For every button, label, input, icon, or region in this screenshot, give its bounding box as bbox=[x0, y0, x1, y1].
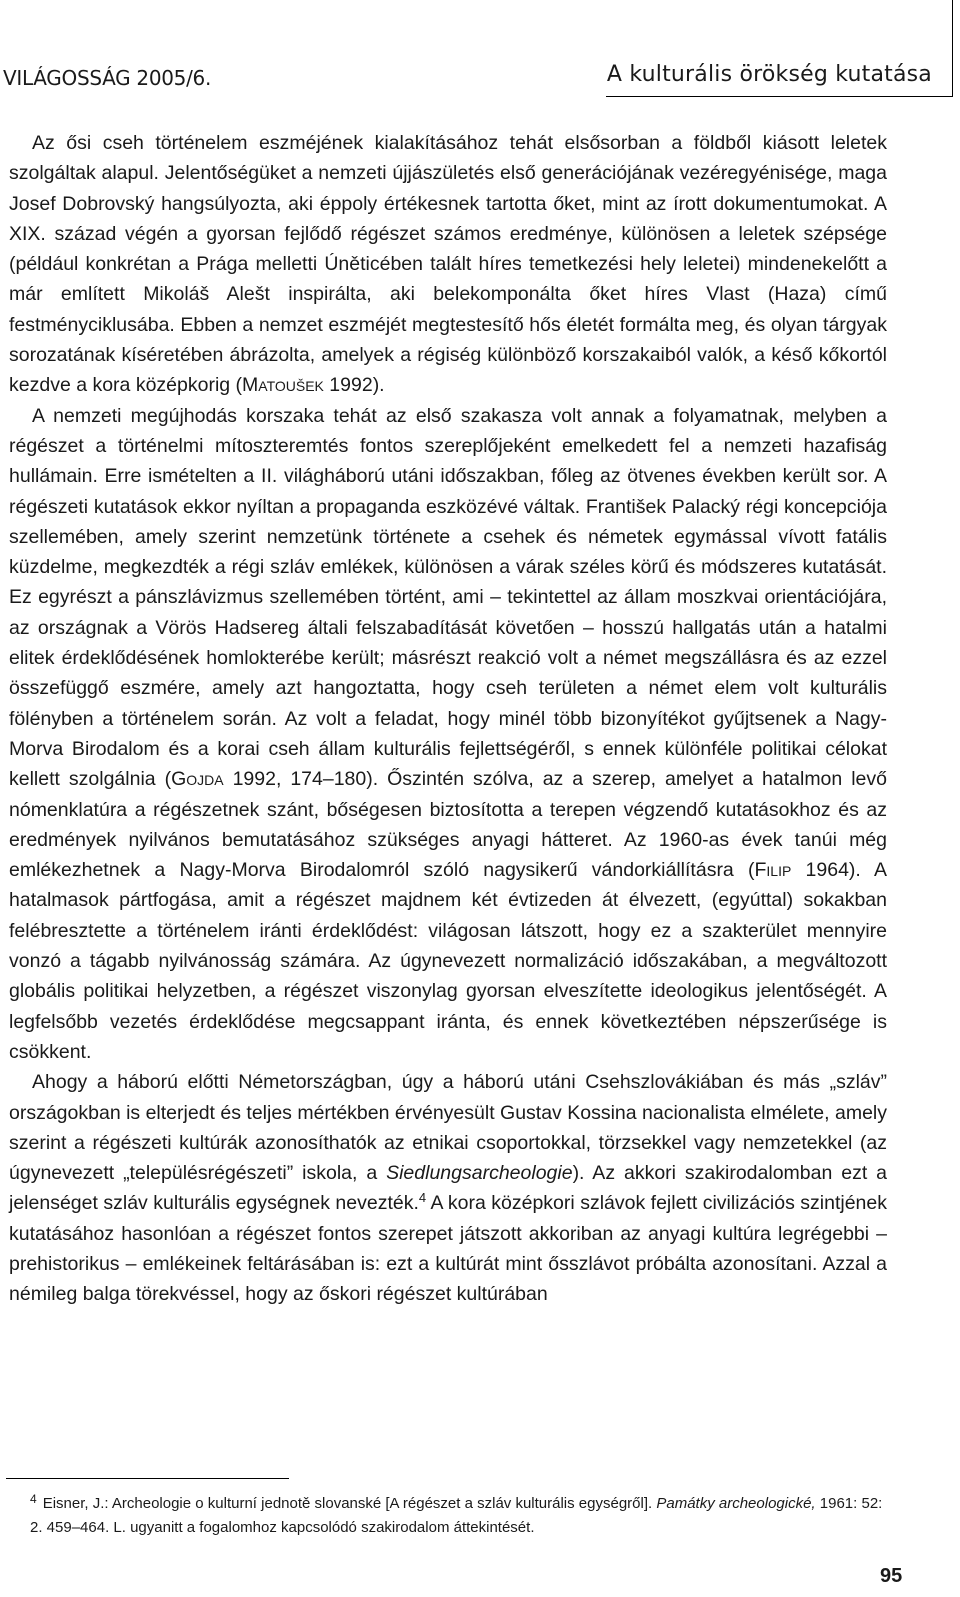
paragraph-text-middle: 1992, 174–180). Őszintén szólva, az a szerep, amelyet a hatalmon levő nómenklatúra a régészetnek szánt, bőségesen biztosította a terepen végzendő kutatásokhoz és az eredmények nyilvános bemutatásához szükséges anyagi hátteret. Az 1960-as évek tanúi még emlékezhetnek a Nagy-Morva Birodalomról szóló nagysikerű vándorkiállításra ( bbox=[9, 768, 887, 882]
header-vertical-rule bbox=[952, 0, 953, 97]
journal-issue: VILÁGOSSÁG 2005/6. bbox=[3, 66, 212, 90]
footnote-journal-title: Památky archeologické, bbox=[656, 1495, 816, 1512]
italic-term: Siedlungsarcheologie bbox=[386, 1162, 573, 1185]
page-number: 95 bbox=[880, 1565, 903, 1587]
article-body bbox=[9, 128, 887, 1310]
section-title: A kulturális örökség kutatása bbox=[606, 62, 932, 87]
footnote-reference[interactable]: 4 bbox=[418, 1190, 427, 1206]
footnote-number: 4 bbox=[30, 1492, 37, 1506]
footnote-text: Eisner, J.: Archeologie o kulturní jednotě slovanské [A régészet a szláv kulturális egységről]. bbox=[42, 1495, 657, 1512]
paragraph-text-middle: ). Az akkori szakirodalomban ezt a jelenséget szláv kulturális egységnek nevezték. bbox=[9, 1162, 887, 1215]
footnote bbox=[30, 1492, 890, 1540]
header-rule bbox=[606, 96, 952, 97]
paragraph-1 bbox=[9, 128, 887, 401]
paragraph-3 bbox=[9, 1067, 887, 1309]
citation-author: Filip bbox=[754, 859, 792, 882]
paragraph-text-end: 1964). A hatalmasok pártfogása, amit a régészet majdnem két évtizeden át élvezett, (egyúttal) sokakban felébresztette a történelem iránti érdeklődést: világosan látszott, hogy ez a szakterület mennyire vonzó a tágabb nyilvánosság számára. Az úgynevezett normalizáció időszakában, a megváltozott globális politikai helyzetben, a régészet viszonylag gyorsan elveszítette ideologikus jelentőségét. A legfelsőbb vezetés érdeklődése megcsappant iránta, és ennek következtében népszerűsége is csökkent. bbox=[9, 859, 887, 1063]
citation-author: Gojda bbox=[171, 768, 224, 791]
citation-author: Matoušek bbox=[242, 374, 324, 397]
paragraph-text: Az ősi cseh történelem eszméjének kialakításához tehát elsősorban a földből kiásott leletek szolgáltak alapul. Jelentőségüket a nemzeti újjászületés első generációjának vezéregyénisége, maga Josef Dobrovský hangsúlyozta, aki éppoly értékesnek tartotta őket, mint az írott dokumentumokat. A XIX. század végén a gyorsan fejlődő régészet számos eredménye, különösen a leletek szépsége (például konkrétan a Prága melletti Úněticében talált híres temetkezési hely leletei) mindenekelőtt a már említett Mikoláš Alešt inspirálta, aki belekomponálta őket híres Vlast (Haza) című festményciklusába. Ebben a nemzet eszméjét megtestesítő hős életét formálta meg, és olyan tárgyak sorozatának kíséretében ábrázolta, amelyek a régiség különböző korszakaiból valók, a késő kőkortól kezdve a kora középkorig ( bbox=[9, 132, 887, 397]
paragraph-text-end: 1992). bbox=[323, 374, 385, 397]
paragraph-2 bbox=[9, 401, 887, 1068]
paragraph-text: Ahogy a háború előtti Németországban, úgy a háború utáni Csehszlovákiában és más „szláv” országokban is elterjedt és teljes mértékben érvényesült Gustav Kossina nacionalista elmélete, amely szerint a régészeti kultúrák azonosíthatók az etnikai csoportokkal, törzsekkel vagy nemzetekkel (az úgynevezett „településrégészeti” iskola, a bbox=[9, 1071, 887, 1185]
footnote-text-end: 1961: 52: 2. 459–464. L. ugyanitt a fogalomhoz kapcsolódó szakirodalom áttekintését. bbox=[30, 1495, 883, 1536]
running-header bbox=[0, 62, 960, 102]
paragraph-text: A nemzeti megújhodás korszaka tehát az első szakasza volt annak a folyamatnak, melyben a régészet a történelmi mítoszteremtés fontos szereplőjeként emelkedett fel a nemzeti hazafiság hullámain. Erre ismételten a II. világháború utáni időszakban, főleg az ötvenes években került sor. A régészeti kutatások ekkor nyíltan a propaganda eszközévé váltak. František Palacký régi koncepciója szellemében, amely szerint nemzetünk története a csehek és németek egymással vívott fatális küzdelme, megkezdték a régi szláv emlékek, különösen a várak széles körű és módszeres kutatását. Ez egyrészt a pánszlávizmus szellemében történt, ami – tekintettel az állam moszkvai orientációjára, az országnak a Vörös Hadsereg általi felszabadítását követően – hosszú hallgatás után a hatalmi elitek érdeklődésének homlokterébe került; másrészt reakció volt a német megszállásra és az ezzel összefüggő eszmére, amely azt hangoztatta, hogy cseh területen a német elem volt kulturális fölényben a történelem során. Az volt a feladat, hogy minél több bizonyítékot gyűjtsenek a Nagy-Morva Birodalom és a korai cseh állam kulturális fejlettségéről, s ennek különféle politikai célokat kellett szolgálnia ( bbox=[9, 404, 887, 791]
paragraph-text-end: A kora középkori szlávok fejlett civilizációs szintjének kutatásához hasonlóan a régészet fontos szerepet játszott akkoriban az anyagi kultúra legrégebbi – prehistorikus – emlékeinek feltárásában is: ezt a kultúrát mint ősszlávot próbálta azonosítani. Azzal a némileg balga törekvéssel, hogy az őskori régészet kultúrában bbox=[9, 1192, 887, 1306]
footnote-separator bbox=[6, 1478, 289, 1479]
